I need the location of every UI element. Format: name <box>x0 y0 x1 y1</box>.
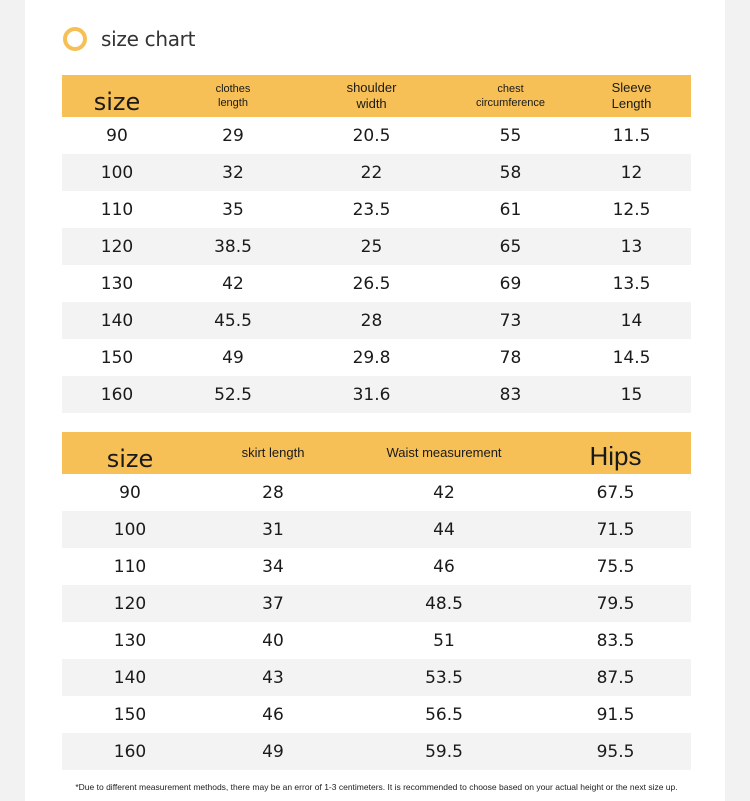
table-cell: 31 <box>262 519 284 540</box>
table-cell: 15 <box>620 384 643 405</box>
table-cell: 69 <box>499 273 522 294</box>
column-header-label: circumference <box>475 97 546 109</box>
table-cell: 110 <box>113 556 147 577</box>
table-cell: 90 <box>119 482 141 503</box>
column-header-label: Waist measurement <box>386 444 502 460</box>
table-cell: 42 <box>222 273 244 294</box>
table-cell: 13 <box>620 236 643 257</box>
column-header-label: Length <box>611 96 652 111</box>
table-cell: 26.5 <box>352 273 391 294</box>
table-cell: 56.5 <box>425 704 463 725</box>
table-cell: 130 <box>113 630 147 651</box>
table-cell: 75.5 <box>596 556 635 577</box>
ring-icon <box>63 27 87 51</box>
table-row <box>62 659 691 696</box>
table-row <box>62 585 691 622</box>
table-cell: 28 <box>360 310 383 331</box>
table-row <box>62 265 691 302</box>
column-header-label: skirt length <box>241 444 305 460</box>
table-cell: 53.5 <box>425 667 463 688</box>
column-header <box>348 432 540 474</box>
table-cell: 14 <box>620 310 643 331</box>
table-cell: 31.6 <box>352 384 391 405</box>
table-cell: 83 <box>499 384 522 405</box>
table-cell: 130 <box>100 273 134 294</box>
table-cell: 32 <box>222 162 244 183</box>
table-cell: 49 <box>262 741 284 762</box>
table-cell: 95.5 <box>596 741 635 762</box>
table-cell: 91.5 <box>596 704 635 725</box>
table-cell: 52.5 <box>214 384 252 405</box>
column-header <box>172 75 294 117</box>
table-cell: 160 <box>100 384 134 405</box>
table-cell: 140 <box>113 667 147 688</box>
size-chart-page <box>25 0 725 801</box>
table-cell: 46 <box>262 704 284 725</box>
table-cell: 38.5 <box>214 236 252 257</box>
column-header-label: width <box>356 96 387 111</box>
table-cell: 71.5 <box>596 519 635 540</box>
column-header-label: size <box>106 445 154 473</box>
column-header <box>198 432 348 474</box>
table-row <box>62 154 691 191</box>
table-cell: 20.5 <box>352 125 391 146</box>
table-cell: 42 <box>433 482 455 503</box>
table-cell: 59.5 <box>425 741 463 762</box>
table-cell: 12 <box>620 162 643 183</box>
table-cell: 140 <box>100 310 134 331</box>
table-row <box>62 228 691 265</box>
table-row <box>62 548 691 585</box>
table-cell: 43 <box>262 667 284 688</box>
table-cell: 55 <box>499 125 522 146</box>
table-cell: 29 <box>222 125 244 146</box>
table-row <box>62 302 691 339</box>
table-row <box>62 191 691 228</box>
table-cell: 83.5 <box>596 630 635 651</box>
column-header-label: chest <box>497 83 524 96</box>
table-row <box>62 622 691 659</box>
column-header <box>294 75 449 117</box>
table-row <box>62 117 691 154</box>
table-cell: 44 <box>433 519 455 540</box>
table-cell: 13.5 <box>612 273 651 294</box>
page-title: size chart <box>101 27 196 51</box>
table-row <box>62 474 691 511</box>
table-cell: 65 <box>499 236 522 257</box>
column-header <box>540 432 691 474</box>
table-cell: 110 <box>100 199 134 220</box>
column-header-label: size <box>93 88 141 116</box>
column-header <box>62 75 172 117</box>
table-cell: 51 <box>433 630 455 651</box>
table-cell: 23.5 <box>352 199 391 220</box>
top-size-table <box>62 75 691 413</box>
column-header-label: Hips <box>589 440 642 471</box>
bottom-size-table <box>62 432 691 770</box>
column-header-label: length <box>218 97 248 109</box>
table-cell: 40 <box>262 630 284 651</box>
table-cell: 25 <box>360 236 383 257</box>
table-cell: 35 <box>222 199 244 220</box>
table-cell: 150 <box>100 347 134 368</box>
column-header <box>449 75 572 117</box>
table-cell: 73 <box>499 310 522 331</box>
table-cell: 90 <box>106 125 128 146</box>
column-header <box>572 75 691 117</box>
table-row <box>62 339 691 376</box>
table-cell: 100 <box>100 162 134 183</box>
table-cell: 150 <box>113 704 147 725</box>
table-cell: 79.5 <box>596 593 635 614</box>
table-header-row <box>62 432 691 474</box>
table-row <box>62 376 691 413</box>
table-cell: 11.5 <box>612 125 651 146</box>
table-row <box>62 511 691 548</box>
table-cell: 67.5 <box>596 482 635 503</box>
table-cell: 46 <box>433 556 455 577</box>
table-cell: 28 <box>262 482 284 503</box>
table-cell: 12.5 <box>612 199 651 220</box>
table-cell: 78 <box>499 347 522 368</box>
table-cell: 22 <box>360 162 383 183</box>
table-cell: 45.5 <box>214 310 252 331</box>
table-header-row <box>62 75 691 117</box>
table-cell: 120 <box>100 236 134 257</box>
table-cell: 100 <box>113 519 147 540</box>
table-cell: 87.5 <box>596 667 635 688</box>
column-header-label: Sleeve <box>611 79 652 95</box>
table-cell: 48.5 <box>425 593 463 614</box>
table-row <box>62 733 691 770</box>
table-cell: 29.8 <box>352 347 391 368</box>
table-cell: 49 <box>222 347 244 368</box>
column-header-label: shoulder <box>346 79 397 95</box>
title-row <box>63 24 195 54</box>
table-cell: 160 <box>113 741 147 762</box>
column-header <box>62 432 198 474</box>
measurement-footnote: *Due to different measurement methods, there may be an error of 1-3 centimeters. It is recommended to choose based on your actual height or the next size up. <box>75 782 678 792</box>
table-row <box>62 696 691 733</box>
table-cell: 37 <box>262 593 284 614</box>
table-cell: 120 <box>113 593 147 614</box>
table-cell: 34 <box>262 556 284 577</box>
column-header-label: clothes <box>215 83 251 96</box>
table-cell: 61 <box>499 199 522 220</box>
table-cell: 58 <box>499 162 522 183</box>
table-cell: 14.5 <box>612 347 651 368</box>
